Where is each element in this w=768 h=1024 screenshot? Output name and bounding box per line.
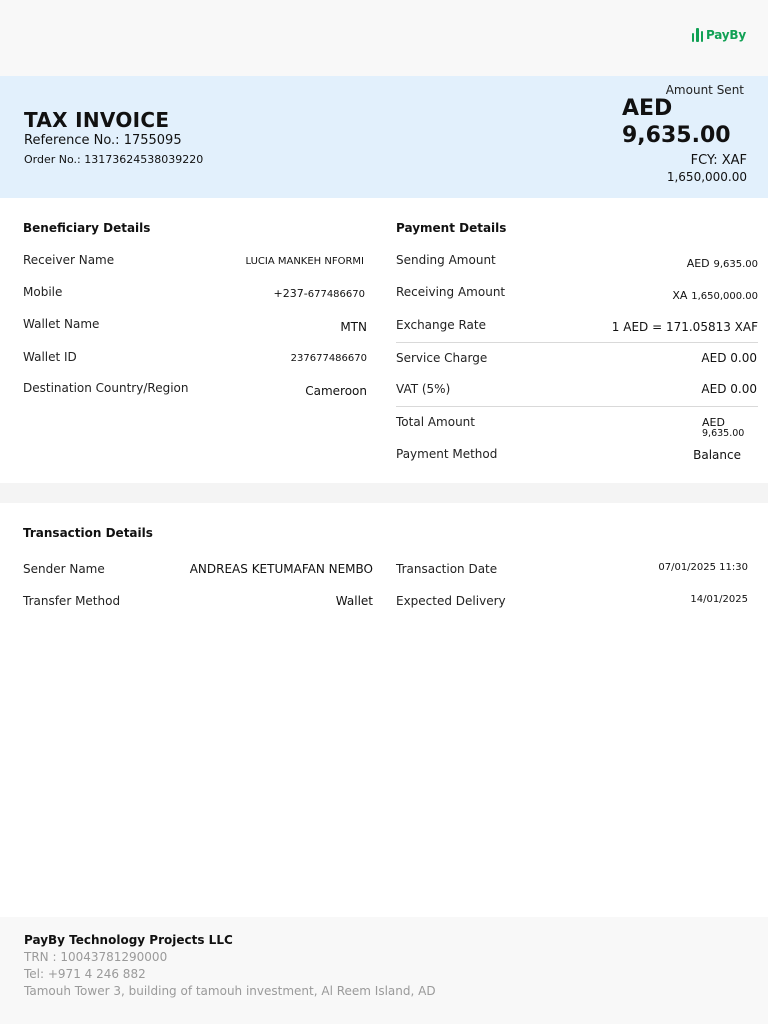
receiving-currency: XA <box>672 289 688 302</box>
exchange-rate-value: 1 AED = 171.05813 XAF <box>611 320 758 334</box>
amount-number: 9,635.00 <box>622 123 731 148</box>
transfer-method-label: Transfer Method <box>23 594 121 608</box>
section-separator <box>0 483 768 503</box>
payby-logo <box>692 28 747 42</box>
amount-sent-value <box>622 95 731 149</box>
payment-method-value: Balance <box>693 448 741 462</box>
sender-name-value: ANDREAS KETUMAFAN NEMBO <box>189 562 373 576</box>
transaction-date-label: Transaction Date <box>396 562 498 576</box>
exchange-rate-label: Exchange Rate <box>396 318 486 332</box>
logo-text: PayBy <box>706 28 746 42</box>
wallet-name-value: MTN <box>340 320 367 334</box>
transfer-method-value: Wallet <box>335 594 373 608</box>
expected-delivery-label: Expected Delivery <box>396 594 506 608</box>
sending-amount-value <box>687 256 758 270</box>
beneficiary-details-title: Beneficiary Details <box>23 221 151 235</box>
transaction-date-value: 07/01/2025 11:30 <box>658 562 748 573</box>
payment-divider-2 <box>396 406 758 407</box>
destination-country-label: Destination Country/Region <box>23 381 189 395</box>
fcy-value: 1,650,000.00 <box>666 170 747 184</box>
invoice-title: TAX INVOICE <box>24 108 170 132</box>
payby-logo-icon <box>692 28 704 42</box>
payment-details-title: Payment Details <box>396 221 507 235</box>
order-number: Order No.: 13173624538039220 <box>24 153 204 166</box>
total-amount-value <box>702 417 744 439</box>
total-number: 9,635.00 <box>702 428 745 439</box>
amount-sent-label: Amount Sent <box>665 83 744 97</box>
service-charge-value: AED 0.00 <box>701 351 757 365</box>
payment-method-label: Payment Method <box>396 447 498 461</box>
mobile-number: 677486670 <box>307 289 365 300</box>
vat-label: VAT (5%) <box>396 382 451 396</box>
sender-name-label: Sender Name <box>23 562 105 576</box>
total-amount-label: Total Amount <box>396 415 475 429</box>
receiving-amount-value <box>672 288 758 302</box>
receiver-name-label: Receiver Name <box>23 253 115 267</box>
footer-tel: Tel: +971 4 246 882 <box>24 967 146 981</box>
mobile-value <box>274 286 365 300</box>
footer-address: Tamouh Tower 3, building of tamouh investment, Al Reem Island, AD <box>24 984 436 998</box>
reference-number: Reference No.: 1755095 <box>24 133 182 148</box>
footer-trn: TRN : 10043781290000 <box>24 950 168 964</box>
sending-number: 9,635.00 <box>713 259 758 270</box>
receiver-name-value: LUCIA MANKEH NFORMI <box>245 256 364 267</box>
sending-amount-label: Sending Amount <box>396 253 496 267</box>
amount-currency: AED <box>622 96 673 121</box>
wallet-id-label: Wallet ID <box>23 350 77 364</box>
header-bar <box>0 0 768 76</box>
receiving-number: 1,650,000.00 <box>691 291 758 302</box>
mobile-prefix: +237- <box>273 287 308 300</box>
expected-delivery-value: 14/01/2025 <box>690 594 748 605</box>
transaction-details-title: Transaction Details <box>23 526 153 540</box>
total-currency: AED <box>702 416 725 429</box>
vat-value: AED 0.00 <box>701 382 757 396</box>
payment-divider-1 <box>396 342 758 343</box>
sending-currency: AED <box>686 257 710 270</box>
fcy-label: FCY: XAF <box>690 153 747 168</box>
destination-country-value: Cameroon <box>305 384 367 398</box>
footer-company: PayBy Technology Projects LLC <box>24 933 233 947</box>
service-charge-label: Service Charge <box>396 351 488 365</box>
mobile-label: Mobile <box>23 285 63 299</box>
wallet-id-value: 237677486670 <box>290 353 367 364</box>
receiving-amount-label: Receiving Amount <box>396 285 506 299</box>
wallet-name-label: Wallet Name <box>23 317 100 331</box>
